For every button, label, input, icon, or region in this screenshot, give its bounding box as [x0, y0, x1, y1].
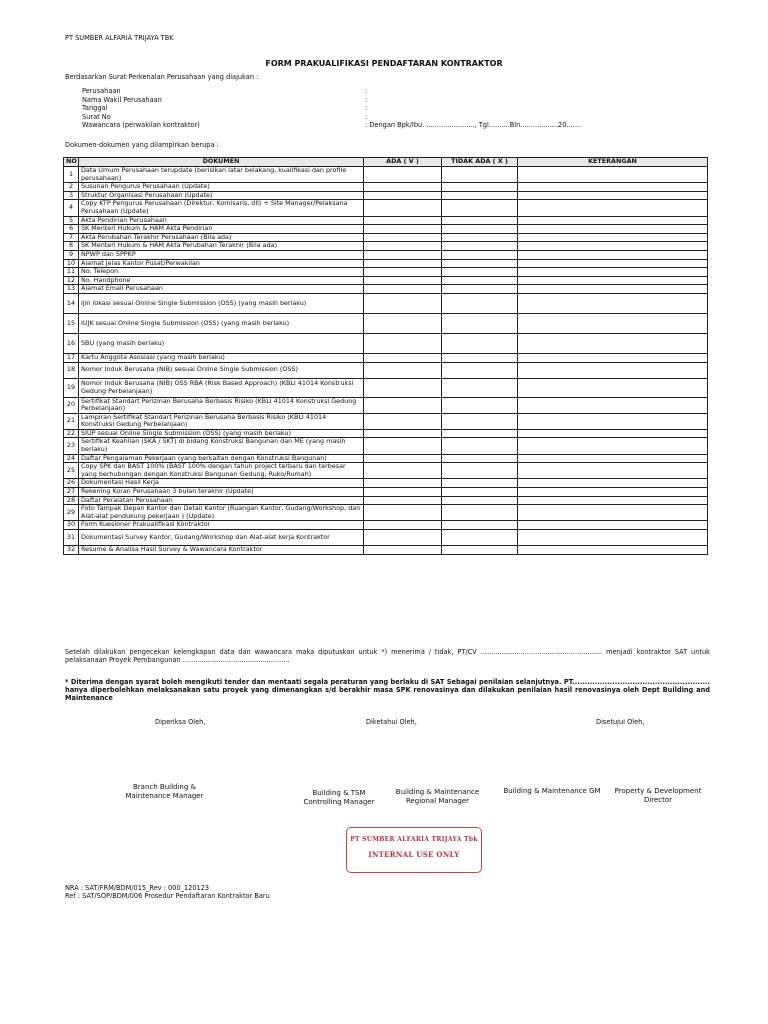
keterangan-cell[interactable] — [518, 233, 708, 242]
company-header: PT SUMBER ALFARIA TRIJAYA TBK — [65, 34, 174, 42]
stamp-company: PT SUMBER ALFARIA TRIJAYA Tbk — [350, 836, 478, 843]
tidak-ada-checkbox-cell[interactable] — [442, 438, 518, 454]
document-name: Akta Perubahan Terakhir Perusahaan (Bila ada) — [79, 233, 364, 242]
table-row — [64, 259, 708, 268]
row-number: 14 — [64, 293, 79, 313]
document-name: Foto Tampak Depan Kantor dan Detail Kantor (Ruangan Kantor, Gudang/Workshop, dan Alat-alat pendukung pekerjaan ) (Update) — [79, 505, 364, 521]
keterangan-cell[interactable] — [518, 333, 708, 353]
tidak-ada-checkbox-cell[interactable] — [442, 353, 518, 362]
table-row — [64, 183, 708, 192]
row-number: 24 — [64, 454, 79, 463]
table-row — [64, 353, 708, 362]
table-row — [64, 454, 708, 463]
row-number: 17 — [64, 353, 79, 362]
document-footer — [65, 884, 270, 900]
keterangan-cell[interactable] — [518, 285, 708, 294]
diketahui-label: Diketahui Oleh, — [366, 718, 417, 726]
tidak-ada-checkbox-cell[interactable] — [442, 233, 518, 242]
tidak-ada-checkbox-cell[interactable] — [442, 488, 518, 497]
document-name: SIUP sesuai Online Single Submission (OSS) (yang masih berlaku) — [79, 429, 364, 438]
tidak-ada-checkbox-cell[interactable] — [442, 276, 518, 285]
tidak-ada-checkbox-cell[interactable] — [442, 530, 518, 546]
keterangan-cell[interactable] — [518, 546, 708, 555]
tidak-ada-checkbox-cell[interactable] — [442, 167, 518, 183]
tidak-ada-checkbox-cell[interactable] — [442, 250, 518, 259]
role-branch-manager: Branch Building & Maintenance Manager — [125, 783, 204, 800]
keterangan-cell[interactable] — [518, 191, 708, 200]
tidak-ada-checkbox-cell[interactable] — [442, 397, 518, 413]
document-name: Dokumentasi Hasil Kerja — [79, 479, 364, 488]
ada-checkbox-cell[interactable] — [364, 429, 442, 438]
row-number: 32 — [64, 546, 79, 555]
ada-checkbox-cell[interactable] — [364, 454, 442, 463]
table-row — [64, 546, 708, 555]
table-row — [64, 463, 708, 479]
row-number: 21 — [64, 413, 79, 429]
row-number: 23 — [64, 438, 79, 454]
tidak-ada-checkbox-cell[interactable] — [442, 546, 518, 555]
table-row — [64, 333, 708, 353]
table-row — [64, 242, 708, 251]
tidak-ada-checkbox-cell[interactable] — [442, 496, 518, 505]
diperiksa-label: Diperiksa Oleh, — [155, 718, 206, 726]
keterangan-cell[interactable] — [518, 413, 708, 429]
row-number: 18 — [64, 362, 79, 378]
ada-checkbox-cell[interactable] — [364, 216, 442, 225]
field-label: Nama Wakil Perusahaan — [82, 95, 162, 104]
documents-table-body — [64, 167, 708, 555]
ada-checkbox-cell[interactable] — [364, 333, 442, 353]
field-value[interactable]: : — [365, 87, 368, 95]
tidak-ada-checkbox-cell[interactable] — [442, 313, 518, 333]
row-number: 8 — [64, 242, 79, 251]
ada-checkbox-cell[interactable] — [364, 362, 442, 378]
table-row — [64, 505, 708, 521]
row-number: 9 — [64, 250, 79, 259]
internal-use-stamp — [346, 827, 482, 873]
document-name: Kartu Anggota Asosiasi (yang masih berlaku) — [79, 353, 364, 362]
table-row — [64, 225, 708, 234]
tidak-ada-checkbox-cell[interactable] — [442, 463, 518, 479]
tidak-ada-checkbox-cell[interactable] — [442, 479, 518, 488]
document-name: IUJK sesuai Online Single Submission (OSS) (yang masih berlaku) — [79, 313, 364, 333]
row-number: 13 — [64, 285, 79, 294]
document-name: NPWP dan SPPKP — [79, 250, 364, 259]
decision-paragraph: Setelah dilakukan pengecekan kelengkapan data dan wawancara maka diputuskan untuk *) menerima / tidak, PT/CV .......................................................... menjadi kontraktor SAT untuk pelaksanaan Proyek Pembangunan ................................................... — [65, 648, 710, 664]
tidak-ada-checkbox-cell[interactable] — [442, 225, 518, 234]
document-name: SK Menteri Hukum & HAM Akta Perubahan Terakhir (Bila ada) — [79, 242, 364, 251]
ada-checkbox-cell[interactable] — [364, 268, 442, 277]
row-number: 12 — [64, 276, 79, 285]
ada-checkbox-cell[interactable] — [364, 167, 442, 183]
keterangan-cell[interactable] — [518, 183, 708, 192]
disetujui-label: Disetujui Oleh, — [596, 718, 645, 726]
keterangan-cell[interactable] — [518, 250, 708, 259]
keterangan-cell[interactable] — [518, 438, 708, 454]
table-row — [64, 268, 708, 277]
keterangan-cell[interactable] — [518, 242, 708, 251]
table-row — [64, 413, 708, 429]
acceptance-note: * Diterima dengan syarat boleh mengikuti tender dan mentaati segala peraturan yang berlaku di SAT Sebagai penilaian selanjutnya. PT....................................................... hanya diperbolehkan melaksanakan satu proyek yang dimenangkan s/d berakhir masa SPK renovasinya dan dilakukan penilaian hasil renovasinya oleh Dept Building and Maintenance — [65, 678, 710, 702]
document-name: Akta Pendirian Perusahaan — [79, 216, 364, 225]
field-value[interactable]: : — [365, 112, 368, 121]
table-row — [64, 496, 708, 505]
ada-checkbox-cell[interactable] — [364, 530, 442, 546]
tidak-ada-checkbox-cell[interactable] — [442, 242, 518, 251]
ada-checkbox-cell[interactable] — [364, 276, 442, 285]
document-name: Alamat Jelas Kantor Pusat/Perwakilan — [79, 259, 364, 268]
role-tsm-controlling: Building & TSM Controlling Manager — [303, 789, 375, 806]
document-name: Sertifikat Keahlian (SKA / SKT) di bidang Konstruksi Bangunan dan ME (yang masih berlaku) — [79, 438, 364, 454]
footer-nra: NRA : SAT/FRM/BDM/015_Rev : 000_120123 — [65, 884, 210, 892]
ada-checkbox-cell[interactable] — [364, 233, 442, 242]
table-row — [64, 488, 708, 497]
row-number: 19 — [64, 378, 79, 397]
keterangan-cell[interactable] — [518, 276, 708, 285]
keterangan-cell[interactable] — [518, 530, 708, 546]
table-row — [64, 276, 708, 285]
document-name: Copy KTP Pengurus Perusahaan (Direktur, Komisaris, dll) + Site Manager/Pelaksana Perusahaan (Update) — [79, 200, 364, 216]
row-number: 1 — [64, 167, 79, 183]
table-row — [64, 200, 708, 216]
ada-checkbox-cell[interactable] — [364, 225, 442, 234]
tidak-ada-checkbox-cell[interactable] — [442, 268, 518, 277]
table-row — [64, 216, 708, 225]
table-row — [64, 233, 708, 242]
row-number: 28 — [64, 496, 79, 505]
ada-checkbox-cell[interactable] — [364, 463, 442, 479]
tidak-ada-checkbox-cell[interactable] — [442, 333, 518, 353]
ada-checkbox-cell[interactable] — [364, 259, 442, 268]
document-name: Nomor Induk Berusaha (NIB) sesuai Online Single Submission (OSS) — [79, 362, 364, 378]
row-number: 29 — [64, 505, 79, 521]
ada-checkbox-cell[interactable] — [364, 191, 442, 200]
table-row — [64, 191, 708, 200]
table-row — [64, 397, 708, 413]
ada-checkbox-cell[interactable] — [364, 200, 442, 216]
keterangan-cell[interactable] — [518, 463, 708, 479]
field-tanggal — [82, 104, 602, 113]
ada-checkbox-cell[interactable] — [364, 313, 442, 333]
document-name: Susunan Pengurus Perusahaan (Update) — [79, 183, 364, 192]
field-label: Wawancara (perwakilan kontraktor) — [82, 121, 200, 130]
tidak-ada-checkbox-cell[interactable] — [442, 191, 518, 200]
document-name: No. Handphone — [79, 276, 364, 285]
table-row — [64, 479, 708, 488]
ada-checkbox-cell[interactable] — [364, 285, 442, 294]
ada-checkbox-cell[interactable] — [364, 183, 442, 192]
header-no: NO — [64, 158, 79, 167]
tidak-ada-checkbox-cell[interactable] — [442, 521, 518, 530]
keterangan-cell[interactable] — [518, 378, 708, 397]
field-surat-no — [82, 113, 602, 122]
ada-checkbox-cell[interactable] — [364, 413, 442, 429]
row-number: 15 — [64, 313, 79, 333]
keterangan-cell[interactable] — [518, 259, 708, 268]
tidak-ada-checkbox-cell[interactable] — [442, 429, 518, 438]
table-row — [64, 285, 708, 294]
keterangan-cell[interactable] — [518, 200, 708, 216]
tidak-ada-checkbox-cell[interactable] — [442, 285, 518, 294]
ada-checkbox-cell[interactable] — [364, 496, 442, 505]
field-nama-wakil — [82, 96, 602, 105]
field-value[interactable]: : — [365, 104, 368, 113]
document-name: Daftar Pengalaman Pekerjaan (yang berkaitan dengan Konstruksi Bangunan) — [79, 454, 364, 463]
row-number: 20 — [64, 397, 79, 413]
keterangan-cell[interactable] — [518, 268, 708, 277]
document-name: Alamat Email Perusahaan — [79, 285, 364, 294]
role-gm: Building & Maintenance GM — [503, 787, 601, 795]
role-regional-manager: Building & Maintenance Regional Manager — [395, 788, 480, 805]
document-name: Resume & Analisa Hasil Survey & Wawancara Kontraktor — [79, 546, 364, 555]
keterangan-cell[interactable] — [518, 505, 708, 521]
field-value[interactable]: : — [365, 95, 368, 104]
intro-text: Berdasarkan Surat Perkenalan Perusahaan yang diajukan : — [65, 73, 259, 81]
keterangan-cell[interactable] — [518, 479, 708, 488]
ada-checkbox-cell[interactable] — [364, 546, 442, 555]
tidak-ada-checkbox-cell[interactable] — [442, 183, 518, 192]
keterangan-cell[interactable] — [518, 225, 708, 234]
document-name: No. Telepon — [79, 268, 364, 277]
field-label: Perusahaan — [82, 87, 121, 95]
table-row — [64, 362, 708, 378]
document-name: Ijin lokasi sesuai Online Single Submission (OSS) (yang masih berlaku) — [79, 293, 364, 313]
table-row — [64, 250, 708, 259]
ada-checkbox-cell[interactable] — [364, 353, 442, 362]
tidak-ada-checkbox-cell[interactable] — [442, 293, 518, 313]
row-number: 26 — [64, 479, 79, 488]
documents-table — [63, 157, 708, 555]
row-number: 25 — [64, 463, 79, 479]
row-number: 11 — [64, 268, 79, 277]
document-name: Struktur Organisasi Perusahaan (Update) — [79, 191, 364, 200]
row-number: 31 — [64, 530, 79, 546]
row-number: 4 — [64, 200, 79, 216]
ada-checkbox-cell[interactable] — [364, 250, 442, 259]
field-label: Surat No — [82, 112, 111, 121]
document-name: Lampiran Sertifikat Standart Perizinan Berusaha Berbasis Risiko (KBLI 41014 Konstruksi Gedung Perbelanjaan) — [79, 413, 364, 429]
ada-checkbox-cell[interactable] — [364, 505, 442, 521]
ada-checkbox-cell[interactable] — [364, 293, 442, 313]
row-number: 7 — [64, 233, 79, 242]
keterangan-cell[interactable] — [518, 397, 708, 413]
row-number: 27 — [64, 488, 79, 497]
document-name: Sertifikat Standart Perizinan Berusaha Berbasis Risiko (KBLI 41014 Konstruksi Gedung Perbelanjaan) — [79, 397, 364, 413]
document-name: SK Menteri Hukum & HAM Akta Pendirian — [79, 225, 364, 234]
table-header-row — [64, 158, 708, 167]
row-number: 2 — [64, 183, 79, 192]
tidak-ada-checkbox-cell[interactable] — [442, 413, 518, 429]
table-row — [64, 167, 708, 183]
document-name: Daftar Peralatan Perusahaan — [79, 496, 364, 505]
document-name: Rekening Koran Perusahaan 3 bulan terakhir (Update) — [79, 488, 364, 497]
tidak-ada-checkbox-cell[interactable] — [442, 378, 518, 397]
keterangan-cell[interactable] — [518, 293, 708, 313]
ada-checkbox-cell[interactable] — [364, 488, 442, 497]
keterangan-cell[interactable] — [518, 454, 708, 463]
document-name: Dokumentasi Survey Kantor, Gudang/Workshop dan Alat-alat kerja Kontraktor — [79, 530, 364, 546]
tidak-ada-checkbox-cell[interactable] — [442, 200, 518, 216]
ada-checkbox-cell[interactable] — [364, 438, 442, 454]
form-title: FORM PRAKUALIFIKASI PENDAFTARAN KONTRAKTOR — [265, 59, 503, 68]
stamp-internal-use: INTERNAL USE ONLY — [368, 850, 460, 859]
table-row — [64, 438, 708, 454]
table-row — [64, 378, 708, 397]
company-fields — [82, 87, 602, 130]
field-label: Tanggal — [82, 104, 108, 113]
ada-checkbox-cell[interactable] — [364, 242, 442, 251]
document-name: Copy SPK dan BAST 100% (BAST 100% dengan tahun project terbaru dan terbesar yang berhubungan dengan Konstruksi Bangunan Gedung, Ruko/Rumah) — [79, 463, 364, 479]
header-tidak-ada: TIDAK ADA ( X ) — [442, 158, 518, 167]
tidak-ada-checkbox-cell[interactable] — [442, 505, 518, 521]
keterangan-cell[interactable] — [518, 496, 708, 505]
field-wawancara — [82, 121, 602, 130]
tidak-ada-checkbox-cell[interactable] — [442, 362, 518, 378]
document-name: Form Kuesioner Prakualifikasi Kontraktor — [79, 521, 364, 530]
row-number: 30 — [64, 521, 79, 530]
table-row — [64, 293, 708, 313]
document-name: Data Umum Perusahaan terupdate (berisikan latar belakang, kualifikasi dan profile perusahaan) — [79, 167, 364, 183]
documents-intro: Dokumen-dokumen yang dilampirkan berupa : — [65, 141, 219, 149]
keterangan-cell[interactable] — [518, 429, 708, 438]
document-name: SBU (yang masih berlaku) — [79, 333, 364, 353]
keterangan-cell[interactable] — [518, 216, 708, 225]
ada-checkbox-cell[interactable] — [364, 397, 442, 413]
tidak-ada-checkbox-cell[interactable] — [442, 454, 518, 463]
field-value[interactable]: : Dengan Bpk/Ibu. ......................., Tgl..........Bln..................20....... — [365, 121, 582, 130]
table-row — [64, 313, 708, 333]
row-number: 5 — [64, 216, 79, 225]
row-number: 6 — [64, 225, 79, 234]
keterangan-cell[interactable] — [518, 167, 708, 183]
ada-checkbox-cell[interactable] — [364, 378, 442, 397]
document-name: Nomor Induk Berusaha (NIB) OSS RBA (Risk Based Approach) (KBLI 41014 Konstruksi Gedung Perbelanjaan) — [79, 378, 364, 397]
row-number: 16 — [64, 333, 79, 353]
ada-checkbox-cell[interactable] — [364, 521, 442, 530]
row-number: 10 — [64, 259, 79, 268]
ada-checkbox-cell[interactable] — [364, 479, 442, 488]
role-director: Property & Development Director — [614, 787, 702, 804]
tidak-ada-checkbox-cell[interactable] — [442, 216, 518, 225]
footer-ref: Ref : SAT/SOP/BDM/006 Prosedur Pendaftaran Kontraktor Baru — [65, 892, 270, 900]
keterangan-cell[interactable] — [518, 488, 708, 497]
row-number: 3 — [64, 191, 79, 200]
header-keterangan: KETERANGAN — [518, 158, 708, 167]
table-row — [64, 429, 708, 438]
keterangan-cell[interactable] — [518, 353, 708, 362]
keterangan-cell[interactable] — [518, 362, 708, 378]
keterangan-cell[interactable] — [518, 313, 708, 333]
tidak-ada-checkbox-cell[interactable] — [442, 259, 518, 268]
header-ada: ADA ( V ) — [364, 158, 442, 167]
table-row — [64, 521, 708, 530]
header-dokumen: DOKUMEN — [79, 158, 364, 167]
table-row — [64, 530, 708, 546]
keterangan-cell[interactable] — [518, 521, 708, 530]
field-perusahaan — [82, 87, 602, 96]
row-number: 22 — [64, 429, 79, 438]
